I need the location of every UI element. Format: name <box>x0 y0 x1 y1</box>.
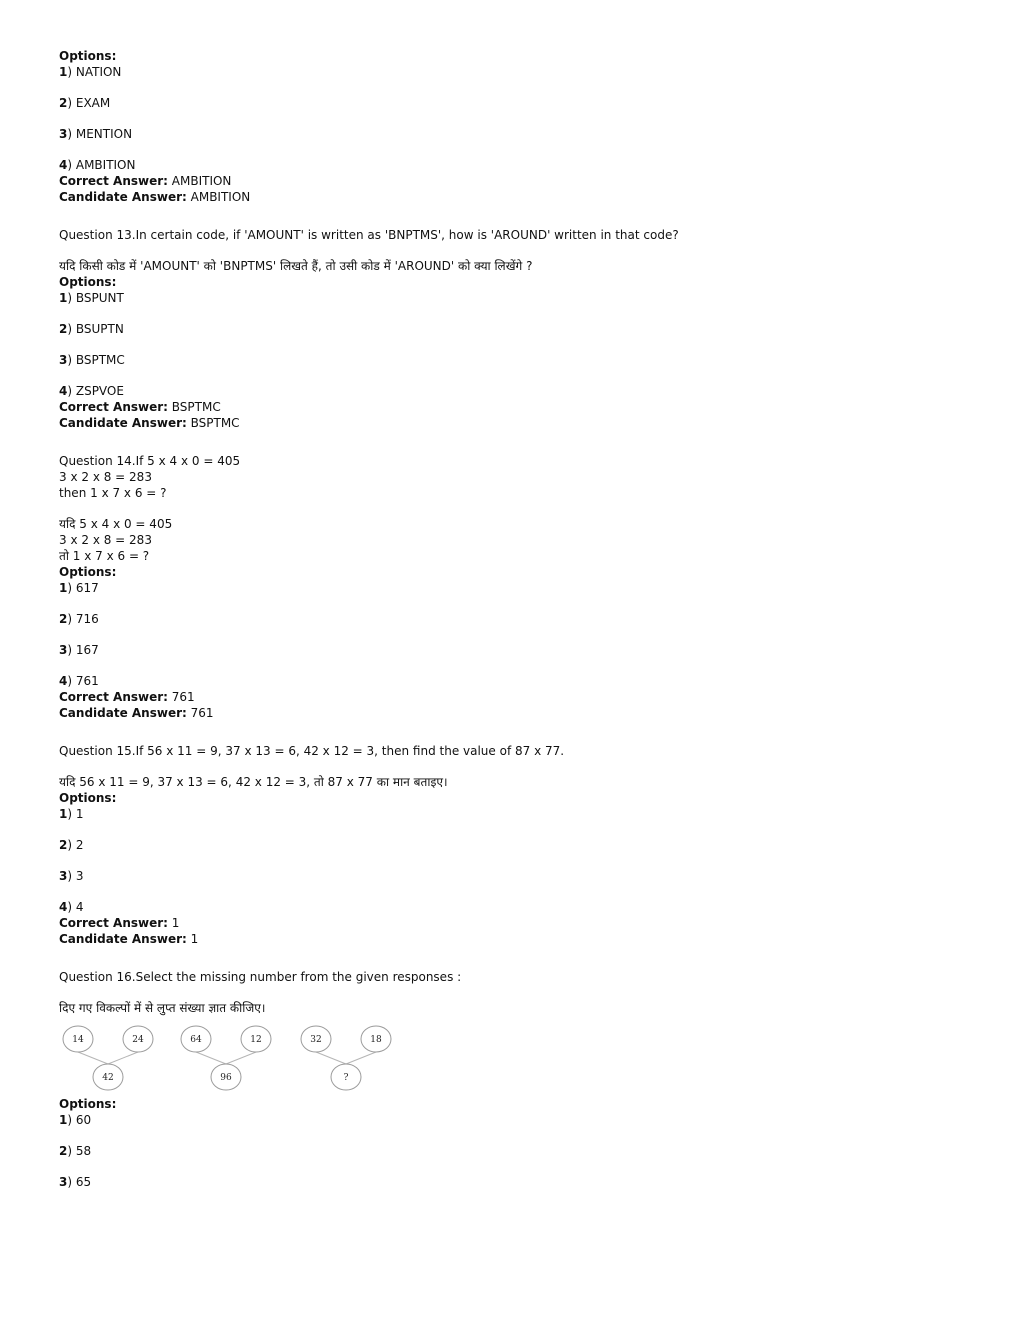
number-circle-label: 24 <box>132 1035 144 1045</box>
connector-line <box>226 1052 256 1064</box>
question-13-section <box>59 227 979 431</box>
connector-line <box>78 1052 108 1064</box>
option-2: 2) BSUPTN <box>59 322 124 336</box>
question-12-section <box>59 48 979 205</box>
number-circle-figure <box>59 1022 399 1092</box>
connector-line <box>108 1052 138 1064</box>
number-circle-label: ? <box>343 1073 349 1083</box>
number-circle-label: 18 <box>370 1035 382 1045</box>
question-text-english: Question 15.If 56 x 11 = 9, 37 x 13 = 6, 42 x 12 = 3, then find the value of 87 x 77. <box>59 744 565 758</box>
question-text-hindi: यदि किसी कोड में 'AMOUNT' को 'BNPTMS' लिखते हैं, तो उसी कोड में 'AROUND' को क्या लिखेंगे ? <box>59 259 533 273</box>
option-1: 1) 1 <box>59 807 84 821</box>
connector-line <box>316 1052 346 1064</box>
options-heading: Options: <box>59 49 117 63</box>
connector-line <box>196 1052 226 1064</box>
circle-diagram <box>59 1022 399 1092</box>
options-heading: Options: <box>59 565 117 579</box>
question-text-hindi-line-2: 3 x 2 x 8 = 283 <box>59 533 152 547</box>
candidate-answer: Candidate Answer: 761 <box>59 706 214 720</box>
option-3: 3) 65 <box>59 1175 92 1189</box>
option-4: 4) 761 <box>59 674 99 688</box>
options-heading: Options: <box>59 1097 117 1111</box>
question-text-english: Question 16.Select the missing number from the given responses : <box>59 970 462 984</box>
question-text-hindi-line-3: तो 1 x 7 x 6 = ? <box>59 549 150 563</box>
question-text-english-line-1: Question 14.If 5 x 4 x 0 = 405 <box>59 454 241 468</box>
correct-answer: Correct Answer: AMBITION <box>59 174 232 188</box>
candidate-answer: Candidate Answer: AMBITION <box>59 190 251 204</box>
candidate-answer: Candidate Answer: BSPTMC <box>59 416 240 430</box>
question-text-hindi: दिए गए विकल्पों में से लुप्त संख्या ज्ञात कीजिए। <box>59 1001 266 1015</box>
option-4: 4) AMBITION <box>59 158 136 172</box>
question-text-hindi: यदि 56 x 11 = 9, 37 x 13 = 6, 42 x 12 = 3, तो 87 x 77 का मान बताइए। <box>59 775 448 789</box>
question-text-hindi-line-1: यदि 5 x 4 x 0 = 405 <box>59 517 173 531</box>
question-text-english-line-3: then 1 x 7 x 6 = ? <box>59 486 167 500</box>
option-3: 3) MENTION <box>59 127 133 141</box>
question-paper-page <box>59 48 979 1190</box>
question-15-section <box>59 743 979 947</box>
question-text-english-line-2: 3 x 2 x 8 = 283 <box>59 470 152 484</box>
option-2: 2) EXAM <box>59 96 111 110</box>
option-4: 4) ZSPVOE <box>59 384 124 398</box>
question-16-section <box>59 969 979 1190</box>
question-text-english: Question 13.In certain code, if 'AMOUNT' is written as 'BNPTMS', how is 'AROUND' written in that code? <box>59 228 679 242</box>
candidate-answer: Candidate Answer: 1 <box>59 932 199 946</box>
question-14-section <box>59 453 979 721</box>
number-circle-label: 12 <box>250 1035 262 1045</box>
option-4: 4) 4 <box>59 900 84 914</box>
option-2: 2) 2 <box>59 838 84 852</box>
number-circle-label: 64 <box>190 1035 202 1045</box>
options-heading: Options: <box>59 791 117 805</box>
correct-answer: Correct Answer: 1 <box>59 916 180 930</box>
number-circle-label: 32 <box>310 1035 322 1045</box>
number-circle-label: 96 <box>220 1073 232 1083</box>
option-3: 3) 167 <box>59 643 99 657</box>
option-3: 3) 3 <box>59 869 84 883</box>
correct-answer: Correct Answer: BSPTMC <box>59 400 221 414</box>
number-circle-label: 14 <box>72 1035 84 1045</box>
option-2: 2) 58 <box>59 1144 92 1158</box>
option-1: 1) 60 <box>59 1113 92 1127</box>
option-1: 1) 617 <box>59 581 99 595</box>
options-heading: Options: <box>59 275 117 289</box>
number-circle-label: 42 <box>102 1073 114 1083</box>
option-2: 2) 716 <box>59 612 99 626</box>
option-3: 3) BSPTMC <box>59 353 125 367</box>
connector-line <box>346 1052 376 1064</box>
option-1: 1) BSPUNT <box>59 291 124 305</box>
correct-answer: Correct Answer: 761 <box>59 690 195 704</box>
option-1: 1) NATION <box>59 65 122 79</box>
